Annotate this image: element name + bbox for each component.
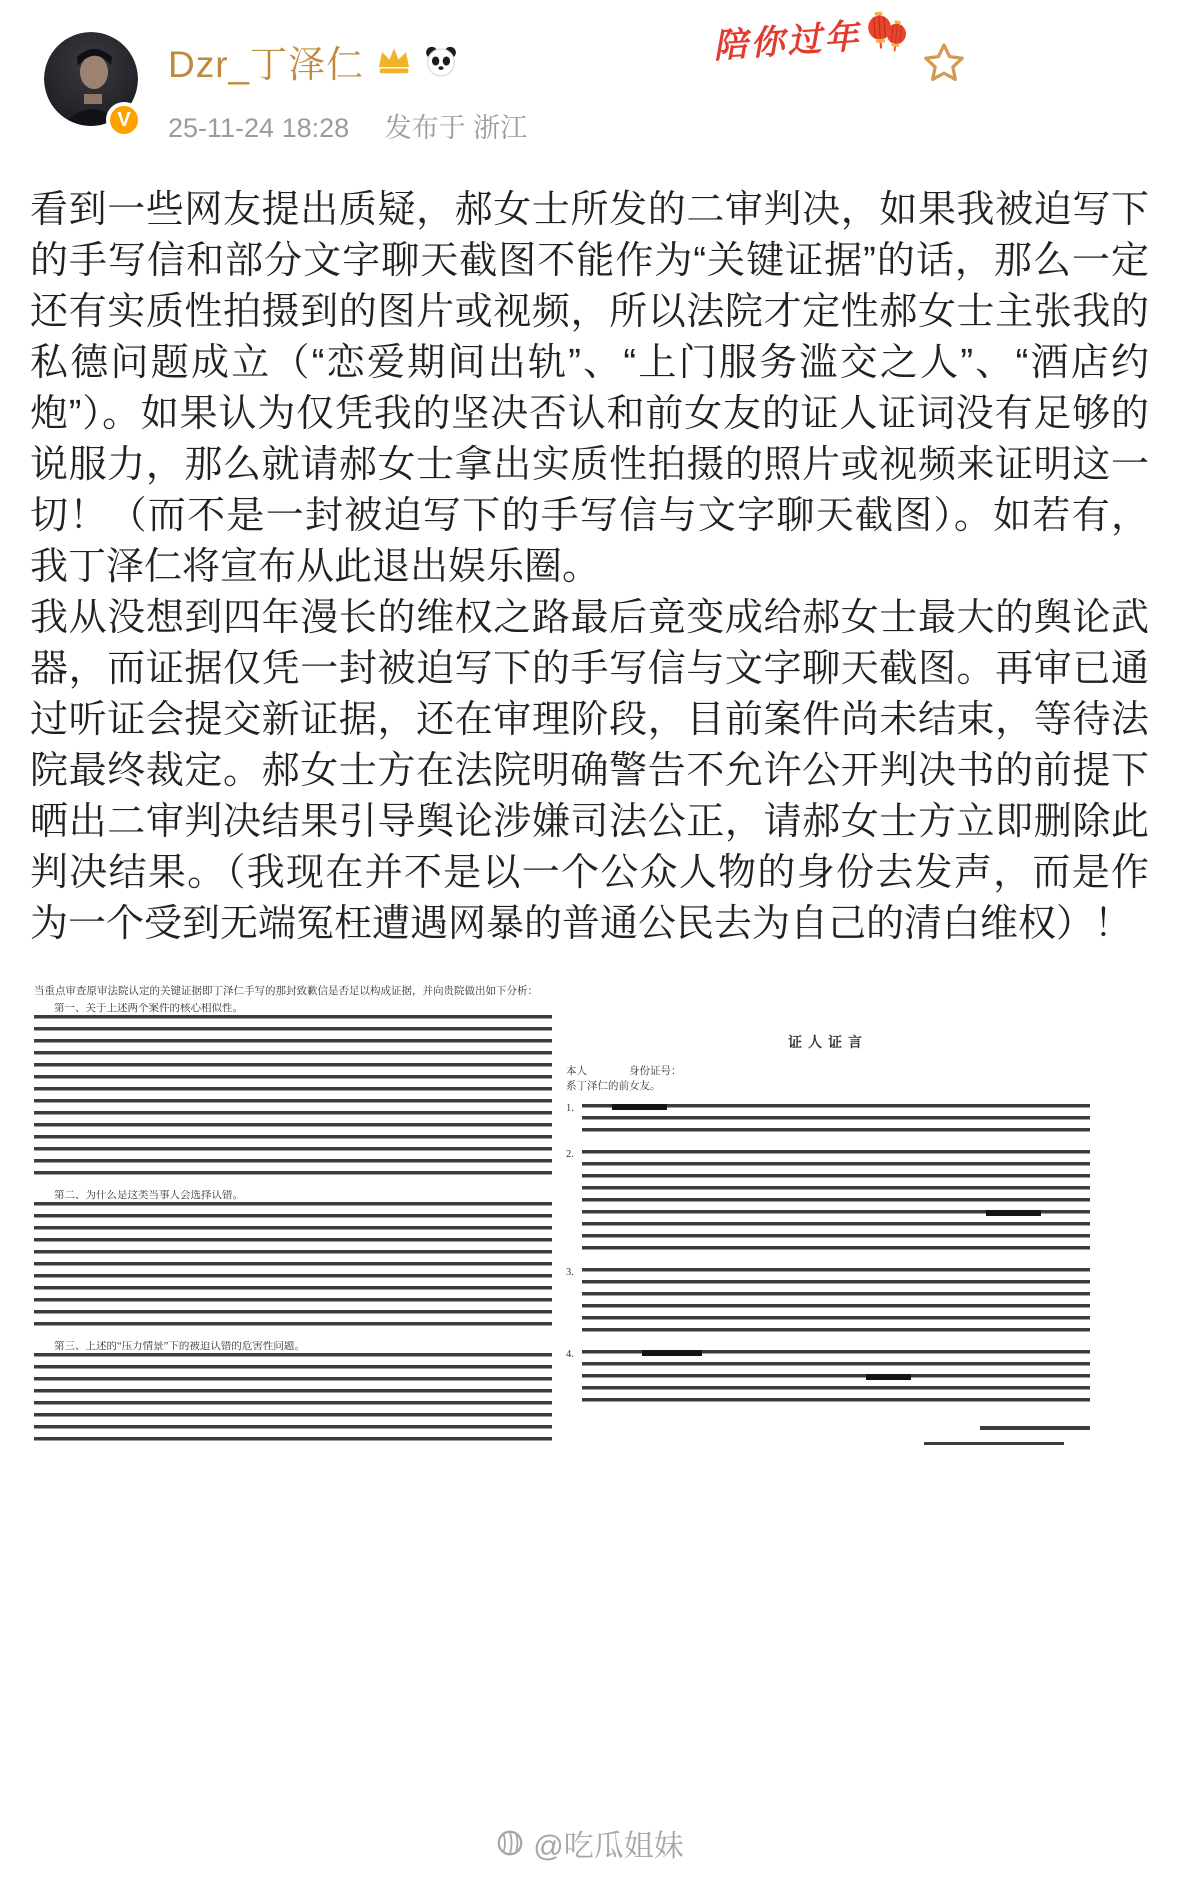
doc-text-lines [582,1150,1090,1258]
signature-area [566,1426,1090,1430]
redaction-bar [612,1104,667,1110]
item-number: 3. [566,1267,574,1278]
post-paragraph: 看到一些网友提出质疑，郝女士所发的二审判决，如果我被迫写下的手写信和部分文字聊天截图不能作为“关键证据”的话，那么一定还有实质性拍摄到的图片或视频，所以法院才定性郝女士主张我的私德问题成立（“恋爱期间出轨”、“上门服务滥交之人”、“酒店约炮”）。如果认为仅凭我的坚决否认和前女友的证人证词没有足够的说服力，那么就请郝女士拿出实质性拍摄的照片或视频来证明这一切！（而不是一封被迫写下的手写信与文字聊天截图）。如若有，我丁泽仁将宣布从此退出娱乐圈。 [30,189,1149,588]
item-number: 1. [566,1103,574,1114]
post-header [0,0,1179,145]
header-right [713,12,967,86]
crown-icon [376,46,412,76]
redaction-bar [986,1210,1041,1216]
doc-opening-text: 当重点审查原审法院认定的关键证据即丁泽仁手写的那封致歉信是否足以构成证据，并向贵院做出如下分析： [34,986,538,997]
author-meta [168,32,527,145]
testimony-title: 证人证言 [788,1036,868,1051]
avatar[interactable] [44,32,138,131]
timestamp: 25-11-24 18:28 [168,113,350,143]
redaction-bar [642,1350,702,1356]
doc-section [34,1341,552,1449]
doc-left-body [34,986,552,1449]
doc-text-lines [34,1353,552,1449]
doc-text-lines [34,1015,552,1183]
post-text [30,185,1149,950]
doc-section-heading: 第一、关于上述两个案件的核心相似性。 [54,1003,243,1014]
post-source: 发布于 浙江 [384,113,528,143]
watermark-text: @吃瓜姐妹 [533,1830,684,1863]
doc-section-heading: 第二、为什么是这类当事人会选择认错。 [54,1190,243,1201]
doc-section [34,1003,552,1183]
verified-v-badge: V [106,102,142,138]
testimony-intro-line: 系丁泽仁的前女友。 [566,1081,661,1092]
date-line [924,1442,1064,1446]
panda-icon [424,44,458,78]
document-image-right[interactable] [566,986,1090,1456]
testimony-intro-line: 本人 身份证号： [566,1066,682,1077]
attachments [34,986,1179,1456]
testimony-item [566,1268,1090,1340]
doc-text-lines [34,1202,552,1334]
post-meta [168,106,527,145]
doc-text-lines [582,1350,1090,1410]
festival-badge [712,5,909,67]
document-image-left[interactable] [34,986,552,1456]
signature-line [980,1426,1090,1430]
item-number: 2. [566,1149,574,1160]
redaction-bar [866,1374,911,1380]
post-paragraph: 我从没想到四年漫长的维权之路最后竟变成给郝女士最大的舆论武器，而证据仅凭一封被迫写下的手写信与文字聊天截图。再审已通过听证会提交新证据，还在审理阶段，目前案件尚未结束，等待法院最终裁定。郝女士方在法院明确警告不允许公开判决书的前提下晒出二审判决结果引导舆论涉嫌司法公正，请郝女士方立即删除此判决结果。（我现在并不是以一个公众人物的身份去发声，而是作为一个受到无端冤枉遭遇网暴的普通公民去为自己的清白维权）！ [30,597,1149,945]
star-favorite-icon[interactable] [921,40,967,86]
watermelon-icon [495,1828,525,1858]
testimony-item [566,1104,1090,1140]
festival-badge-text: 陪你过年 [712,17,863,66]
doc-section-heading: 第三、上述的“压力情景”下的被迫认错的危害性问题。 [54,1341,305,1352]
testimony-item [566,1150,1090,1258]
testimony-item [566,1350,1090,1410]
author-name[interactable]: Dzr_丁泽仁 [168,44,365,85]
watermark [0,1821,1179,1865]
doc-text-lines [582,1268,1090,1340]
date-area [566,1442,1090,1446]
lantern-icon [884,18,909,52]
doc-section [34,1190,552,1334]
doc-right-items [566,1104,1090,1410]
lantern-icon [865,9,908,54]
item-number: 4. [566,1349,574,1360]
